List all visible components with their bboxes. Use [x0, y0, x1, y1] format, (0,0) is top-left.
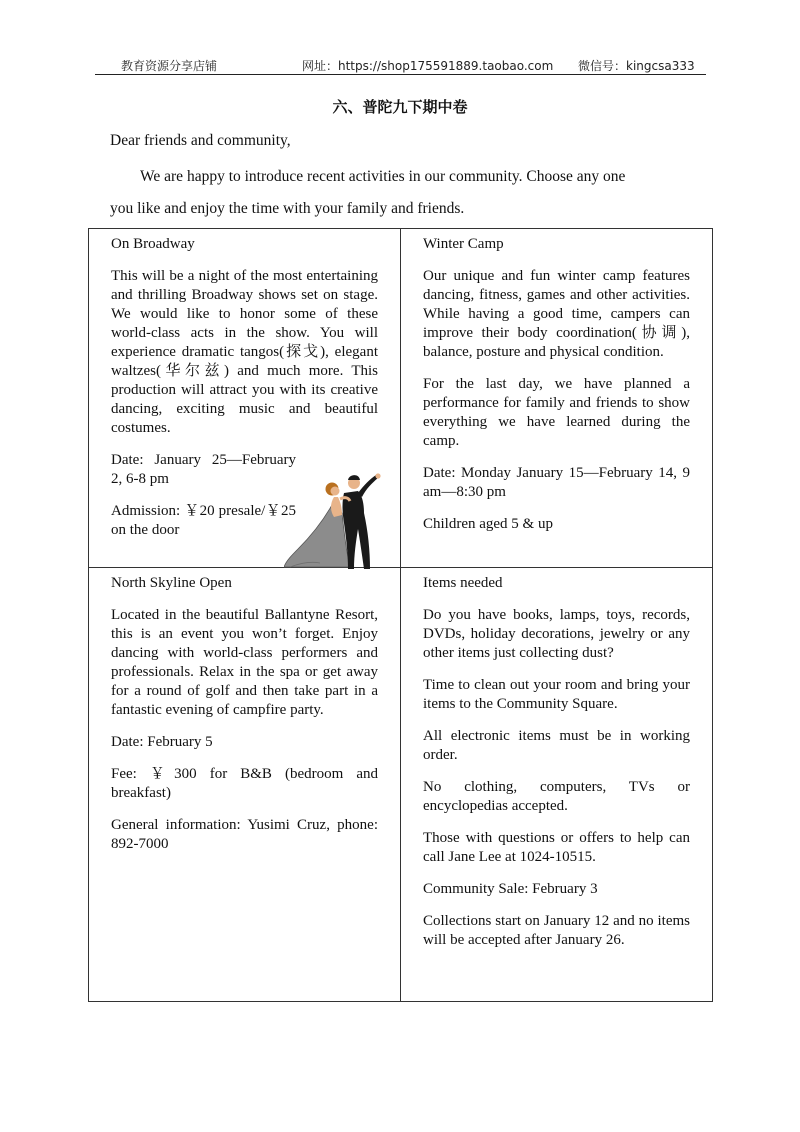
items-no-items: No clothing, computers, TVs or encyclopedias accepted.: [423, 779, 690, 814]
items-clean: Time to clean out your room and bring your items to the Community Square.: [423, 677, 690, 712]
letter-greeting: Dear friends and community,: [110, 132, 291, 149]
ballroom-dancers-icon: [284, 467, 384, 571]
header-wechat: 微信号：kingcsa333: [578, 59, 695, 73]
items-questions: Those with questions or offers to help can call Jane Lee at 1024-10515.: [423, 830, 690, 865]
winter-camp-cell: [401, 229, 713, 568]
items-electronic: All electronic items must be in working order.: [423, 728, 690, 763]
letter-intro-line2: you like and enjoy the time with your family and friends.: [110, 200, 465, 217]
activities-table: [88, 228, 713, 1002]
broadway-admission: Admission: ￥20 presale/￥25 on the door: [111, 503, 296, 538]
skyline-info: General information: Yusimi Cruz, phone: 892-7000: [111, 817, 378, 852]
skyline-cell: [89, 568, 401, 1002]
skyline-title: North Skyline Open: [111, 575, 232, 591]
skyline-fee: Fee: ￥300 for B&B (bedroom and breakfast): [111, 766, 378, 801]
table-row: [89, 229, 713, 568]
winter-camp-title: Winter Camp: [423, 236, 504, 252]
broadway-date: Date: January 25—February 2, 6-8 pm: [111, 452, 296, 487]
broadway-description: This will be a night of the most entertaining and thrilling Broadway shows set on stage. We would like to honor some of these world-class acts in the show. You will experience dramatic tangos(探戈), elegant waltzes(华尔兹) and much more. This production will attract you with its creative dancing, exciting music and beautiful costumes.: [111, 268, 378, 436]
broadway-cell: [89, 229, 401, 568]
header-url: 网址：https://shop175591889.taobao.com: [302, 59, 554, 73]
winter-camp-performance: For the last day, we have planned a performance for family and friends to show everything we have learned during the camp.: [423, 376, 690, 449]
skyline-date: Date: February 5: [111, 734, 213, 750]
header-divider: [95, 74, 706, 75]
table-row: [89, 568, 713, 1002]
winter-camp-ages: Children aged 5 & up: [423, 516, 553, 532]
skyline-description: Located in the beautiful Ballantyne Resort, this is an event you won’t forget. Enjoy dancing with world-class performers and professionals. Relax in the spa or get away for a round of golf and then take part in a fantastic evening of campfire party.: [111, 607, 378, 718]
items-title: Items needed: [423, 575, 503, 591]
items-sale: Community Sale: February 3: [423, 881, 598, 897]
winter-camp-date: Date: Monday January 15—February 14, 9 am—8:30 pm: [423, 465, 690, 500]
winter-camp-description: Our unique and fun winter camp features dancing, fitness, games and other activities. While having a good time, campers can improve their body coordination(协调), balance, posture and physical condition.: [423, 268, 690, 360]
items-question: Do you have books, lamps, toys, records, DVDs, holiday decorations, jewelry or any other items just collecting dust?: [423, 607, 690, 661]
items-cell: [401, 568, 713, 1002]
header-shop-name: 教育资源分享店铺: [121, 59, 218, 73]
broadway-title: On Broadway: [111, 236, 195, 252]
items-collections: Collections start on January 12 and no items will be accepted after January 26.: [423, 913, 690, 948]
page-title: 六、普陀九下期中卷: [332, 98, 468, 116]
letter-intro-line1: We are happy to introduce recent activities in our community. Choose any one: [140, 168, 626, 185]
